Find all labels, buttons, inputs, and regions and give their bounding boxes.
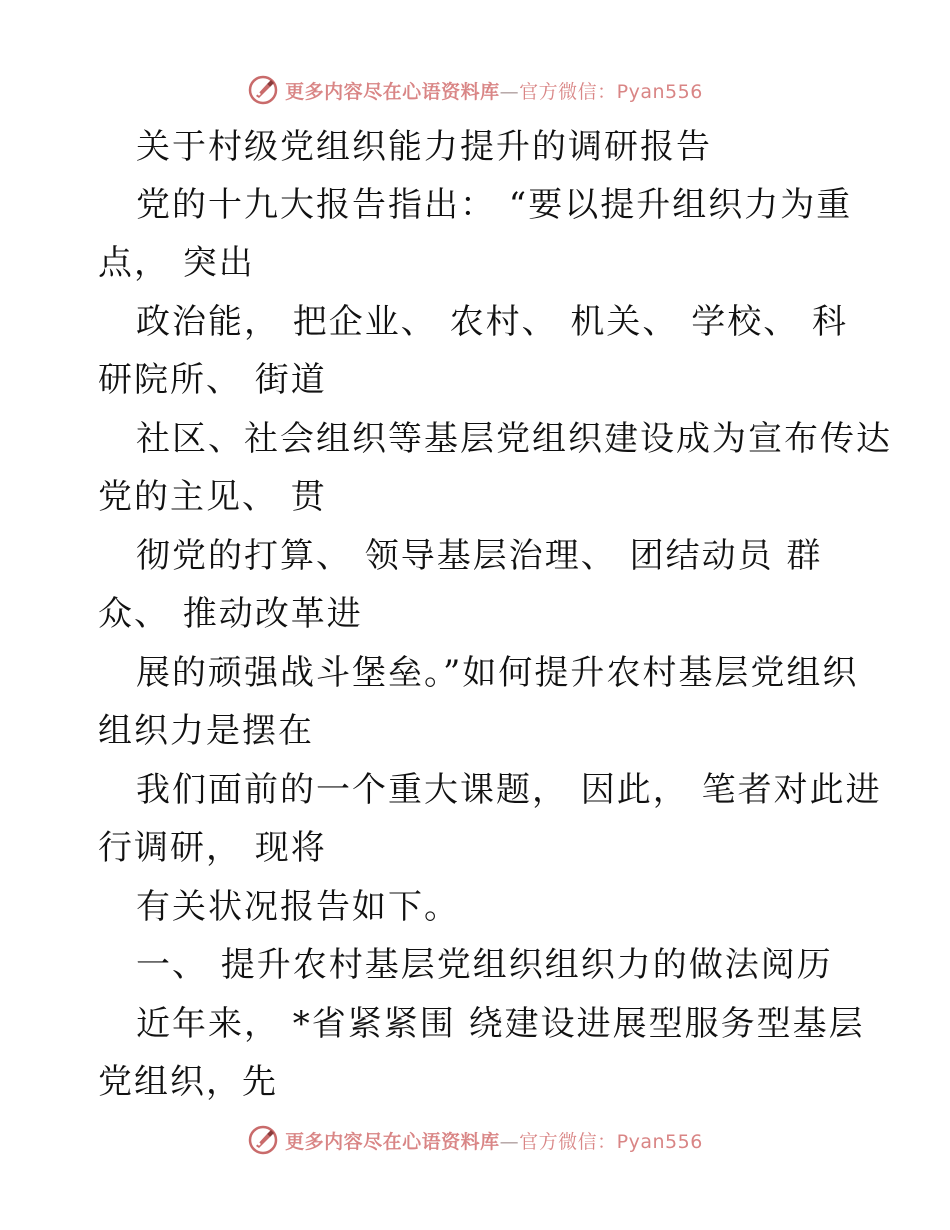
paragraph-line: 政治能， 把企业、 农村、 机关、 学校、 科 — [136, 302, 849, 342]
section-heading: 一、 提升农村基层党组织组织力的做法阅历 — [136, 945, 833, 985]
watermark-wechat-text: 官方微信：Pyan556 — [519, 80, 703, 103]
paragraph-line: 我们面前的一个重大课题， 因此， 笔者对此进 — [136, 770, 882, 810]
paragraph-line: 近年来， *省紧紧围 绕建设进展型服务型基层 — [136, 1004, 865, 1044]
watermark-content — [247, 1124, 703, 1156]
document-title: 关于村级党组织能力提升的调研报告 — [136, 127, 712, 167]
watermark-banner-bottom — [0, 1120, 950, 1160]
watermark-separator: — — [499, 80, 520, 103]
paragraph-line: 组织力是摆在 — [98, 711, 314, 751]
paragraph-line: 社区、社会组织等基层党组织建设成为宣布传达 — [136, 419, 892, 459]
watermark-banner-top — [0, 70, 950, 110]
watermark-content — [247, 74, 703, 106]
watermark-text — [285, 1127, 703, 1154]
paragraph-line: 党的十九大报告指出： “要以提升组织力为重 — [136, 185, 853, 225]
watermark-separator: — — [499, 1130, 520, 1153]
paragraph-line: 点， 突出 — [98, 243, 255, 283]
watermark-site-text: 更多内容尽在心语资料库 — [285, 1130, 500, 1153]
paragraph-line: 众、 推动改革进 — [98, 594, 363, 634]
paragraph-line: 行调研， 现将 — [98, 828, 327, 868]
fountain-pen-logo-icon — [247, 74, 279, 106]
watermark-site-text: 更多内容尽在心语资料库 — [285, 80, 500, 103]
paragraph-line: 党的主见、 贯 — [98, 477, 327, 517]
paragraph-line: 有关状况报告如下。 — [136, 887, 460, 927]
watermark-wechat-text: 官方微信：Pyan556 — [519, 1130, 703, 1153]
paragraph-line: 展的顽强战斗堡垒。”如何提升农村基层党组织 — [136, 653, 859, 693]
fountain-pen-logo-icon — [247, 1124, 279, 1156]
paragraph-line: 党组织，先 — [98, 1062, 278, 1102]
paragraph-line: 研院所、 街道 — [98, 360, 327, 400]
watermark-text — [285, 77, 703, 104]
paragraph-line: 彻党的打算、 领导基层治理、 团结动员 群 — [136, 536, 823, 576]
